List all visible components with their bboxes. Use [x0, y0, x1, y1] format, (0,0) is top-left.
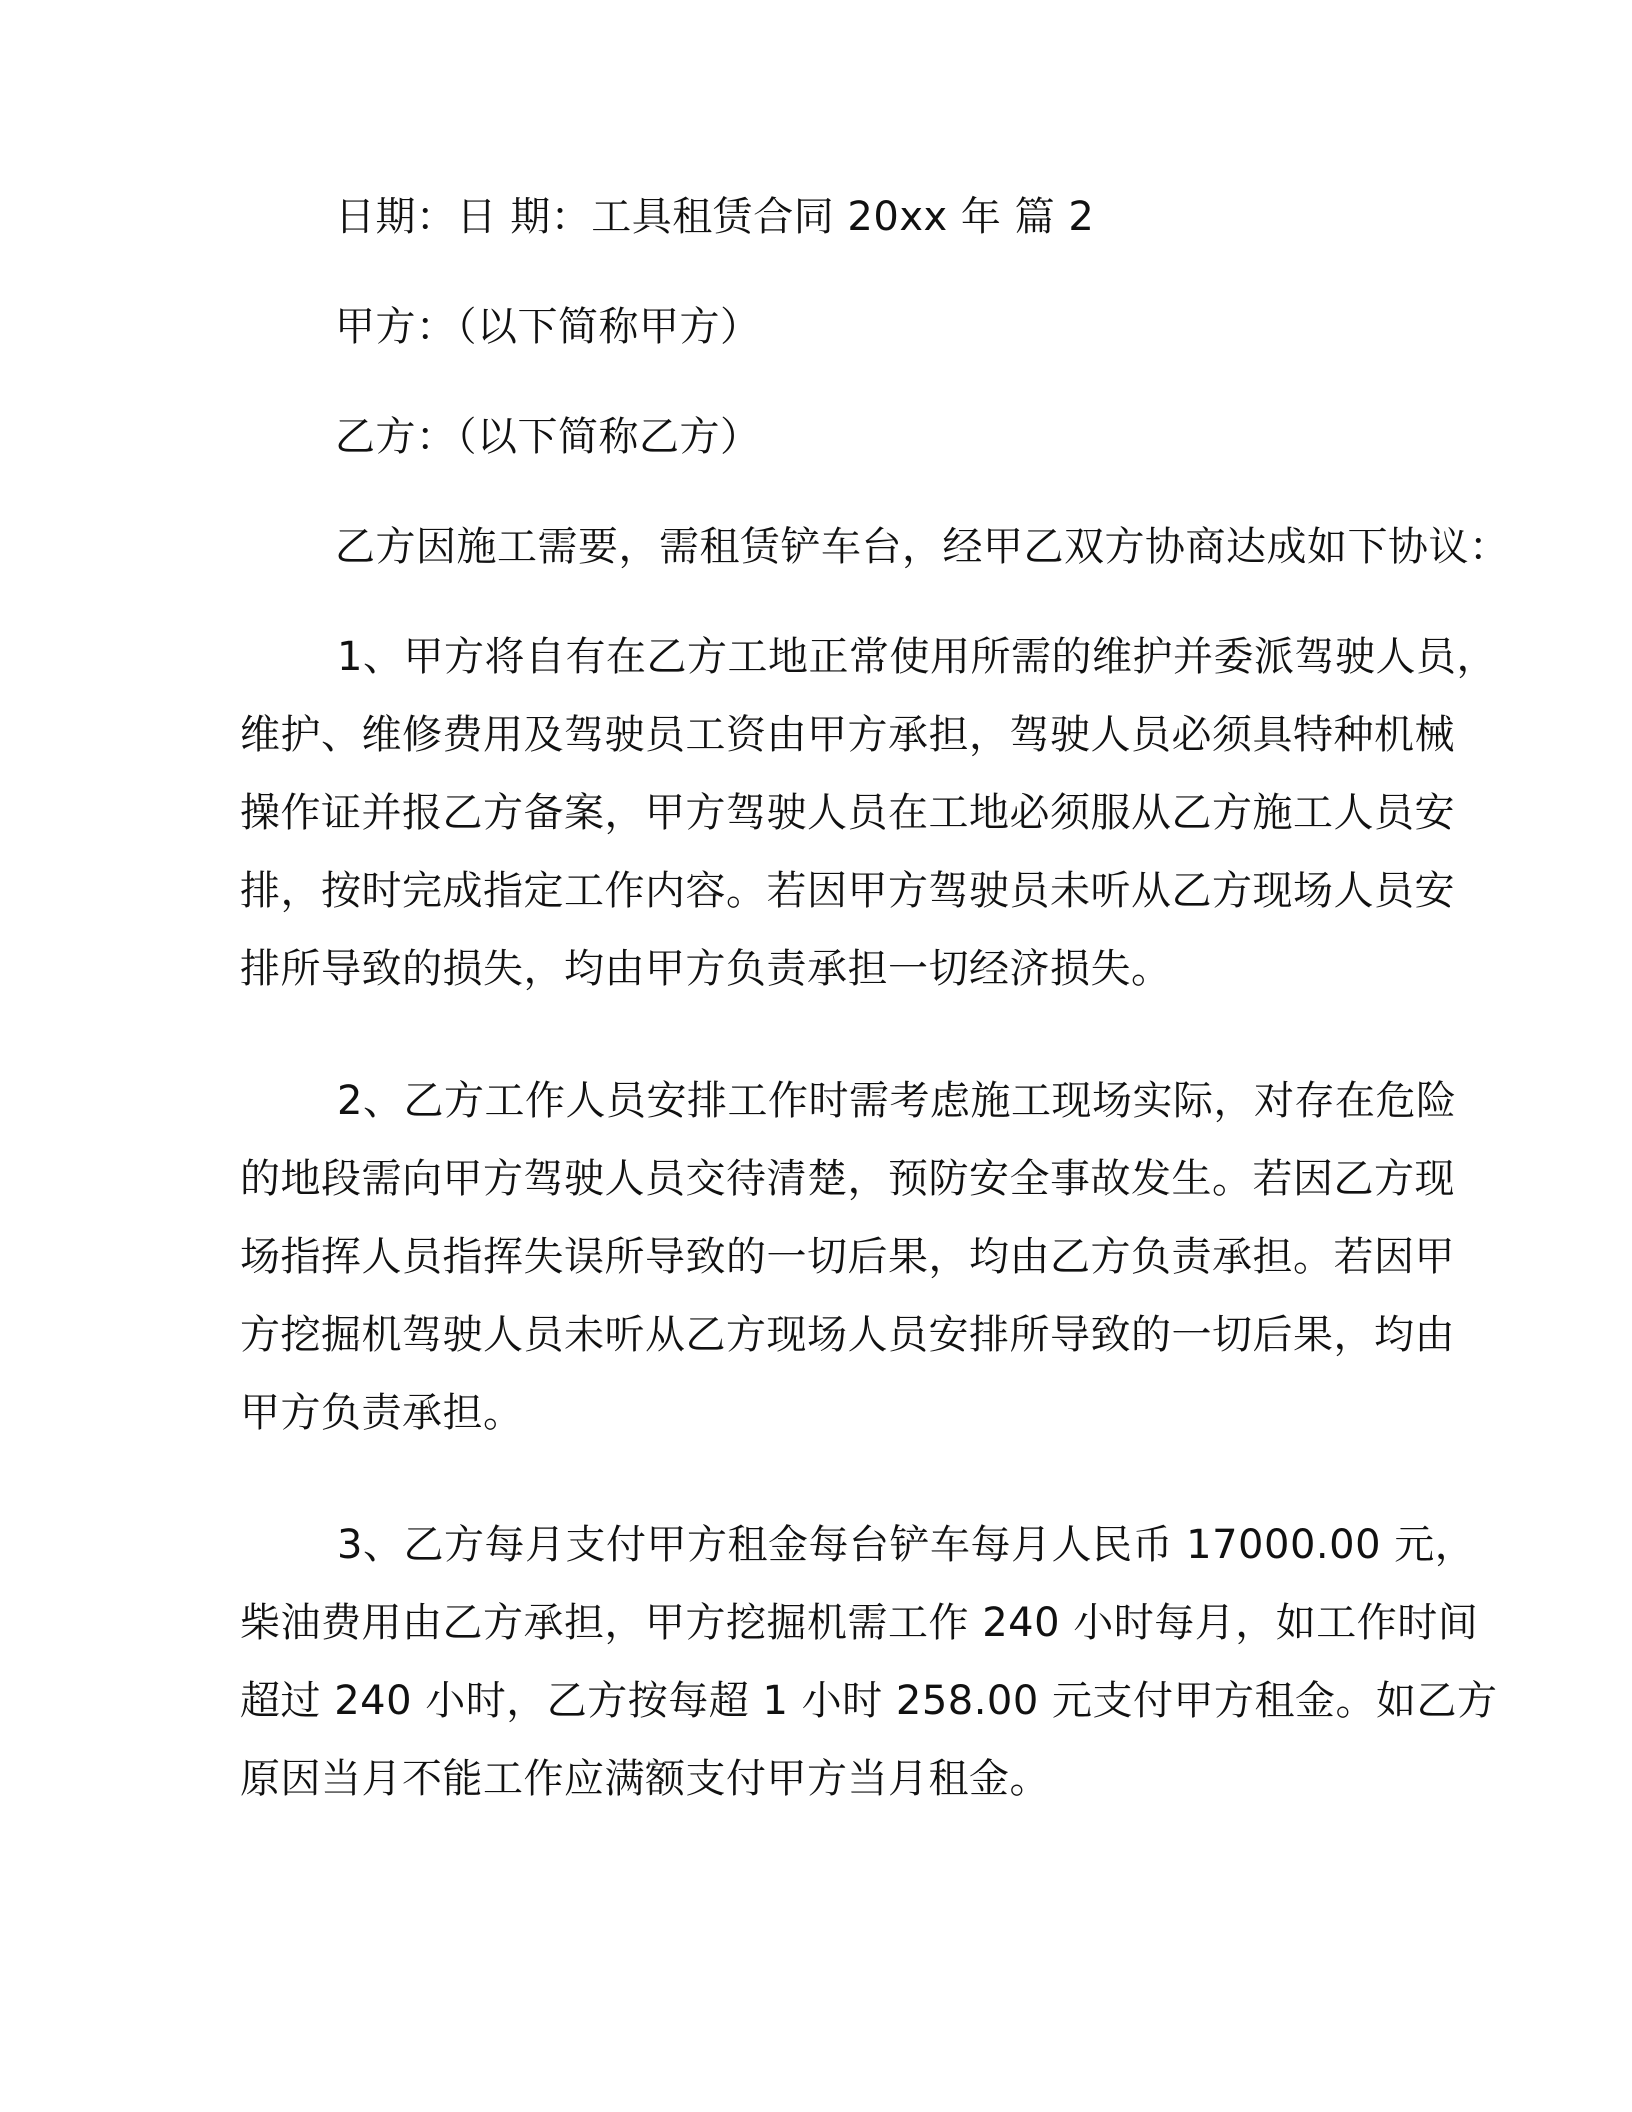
clause-line: 甲方负责承担。 — [240, 1390, 524, 1436]
clause-2 — [240, 1062, 1457, 1452]
clause-line: 操作证并报乙方备案，甲方驾驶人员在工地必须服从乙方施工人员安 — [240, 790, 1455, 836]
party-a-line: 甲方：（以下简称甲方） — [335, 304, 761, 350]
clause-line: 3、乙方每月支付甲方租金每台铲车每月人民币 17000.00 元， — [337, 1522, 1476, 1568]
clause-3 — [240, 1506, 1498, 1818]
clause-line: 排，按时完成指定工作内容。若因甲方驾驶员未听从乙方现场人员安 — [240, 868, 1455, 914]
agreement-intro: 乙方因施工需要，需租赁铲车台，经甲乙双方协商达成如下协议： — [335, 524, 1510, 570]
clause-line: 原因当月不能工作应满额支付甲方当月租金。 — [240, 1756, 1050, 1802]
party-b-line: 乙方：（以下简称乙方） — [335, 414, 761, 460]
clause-line: 方挖掘机驾驶人员未听从乙方现场人员安排所导致的一切后果，均由 — [240, 1312, 1455, 1358]
clause-line: 场指挥人员指挥失误所导致的一切后果，均由乙方负责承担。若因甲 — [240, 1234, 1455, 1280]
clause-line: 的地段需向甲方驾驶人员交待清楚，预防安全事故发生。若因乙方现 — [240, 1156, 1455, 1202]
date-line: 日期：日 期：工具租赁合同 20xx 年 篇 2 — [335, 194, 1095, 240]
clause-1 — [240, 618, 1497, 1008]
clause-line: 2、乙方工作人员安排工作时需考虑施工现场实际，对存在危险 — [337, 1078, 1457, 1124]
clause-line: 维护、维修费用及驾驶员工资由甲方承担，驾驶人员必须具特种机械 — [240, 712, 1455, 758]
clause-line: 1、甲方将自有在乙方工地正常使用所需的维护并委派驾驶人员， — [337, 634, 1497, 680]
clause-line: 柴油费用由乙方承担，甲方挖掘机需工作 240 小时每月，如工作时间 — [240, 1600, 1479, 1646]
document-body — [240, 178, 1510, 1872]
clause-line: 排所导致的损失，均由甲方负责承担一切经济损失。 — [240, 946, 1172, 992]
clause-line: 超过 240 小时，乙方按每超 1 小时 258.00 元支付甲方租金。如乙方 — [240, 1678, 1498, 1724]
